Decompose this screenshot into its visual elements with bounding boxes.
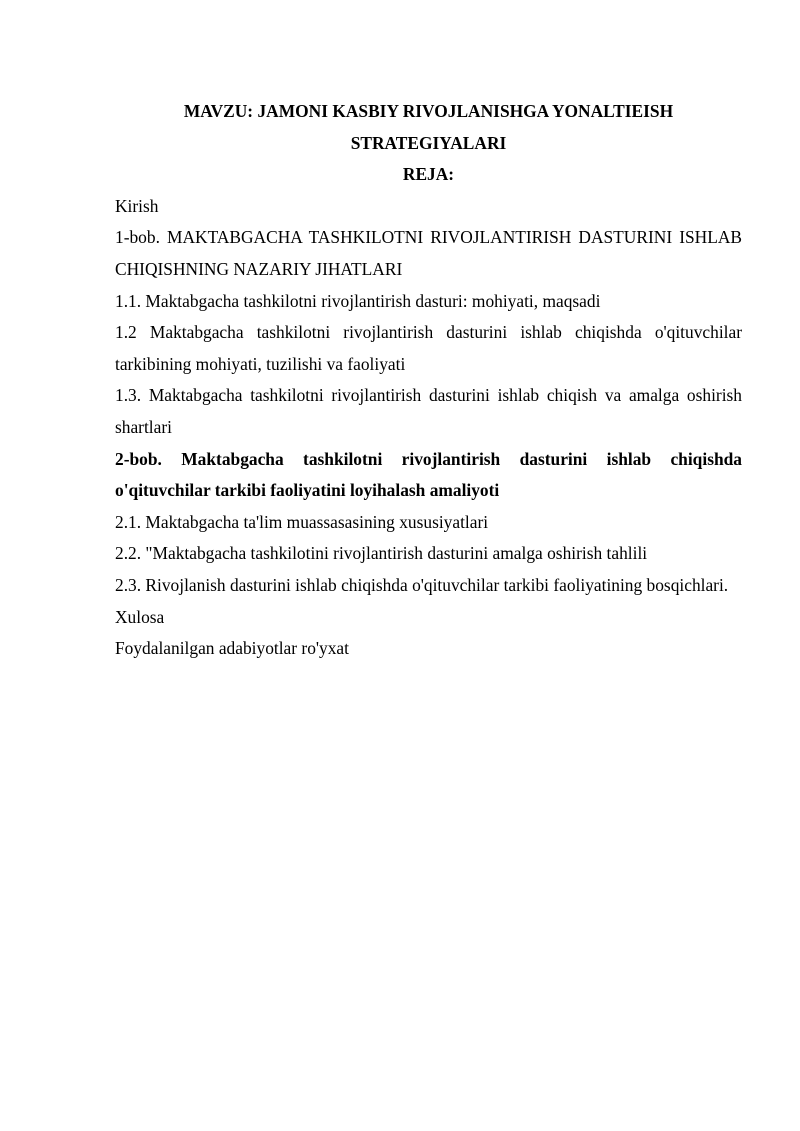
document-title-line2: STRATEGIYALARI (350, 132, 507, 153)
plan-item-references: Foydalanilgan adabiyotlar ro'yxat (115, 638, 349, 659)
plan-item-section-2-2: 2.2. "Maktabgacha tashkilotini rivojlantirish dasturini amalga oshirish tahlili (115, 543, 648, 564)
plan-item-section-1-3: 1.3. Maktabgacha tashkilotni rivojlantirish dasturini ishlab chiqish va amalga oshirish shartlari (115, 385, 742, 437)
document-body (115, 96, 742, 665)
plan-item-section-1-1: 1.1. Maktabgacha tashkilotni rivojlantirish dasturi: mohiyati, maqsadi (115, 290, 601, 311)
plan-item-section-2-3: 2.3. Rivojlanish dasturini ishlab chiqishda o'qituvchilar tarkibi faoliyatining bosqichlari. (115, 574, 729, 595)
plan-item-section-1-2: 1.2 Maktabgacha tashkilotni rivojlantirish dasturini ishlab chiqishda o'qituvchilar tarkibining mohiyati, tuzilishi va faoliyati (115, 322, 742, 374)
plan-item-conclusion: Xulosa (115, 606, 165, 627)
plan-item-intro: Kirish (115, 195, 159, 216)
plan-heading: REJA: (402, 164, 455, 185)
plan-item-chapter-2: 2-bob. Maktabgacha tashkilotni rivojlantirish dasturini ishlab chiqishda o'qituvchilar tarkibi faoliyatini loyihalash amaliyoti (115, 448, 742, 501)
plan-item-chapter-1: 1-bob. MAKTABGACHA TASHKILOTNI RIVOJLANTIRISH DASTURINI ISHLAB CHIQISHNING NAZARIY JIHATLARI (115, 227, 742, 279)
plan-item-section-2-1: 2.1. Maktabgacha ta'lim muassasasining xususiyatlari (115, 511, 489, 532)
document-title-line1: MAVZU: JAMONI KASBIY RIVOJLANISHGA YONALTIEISH (183, 101, 674, 121)
